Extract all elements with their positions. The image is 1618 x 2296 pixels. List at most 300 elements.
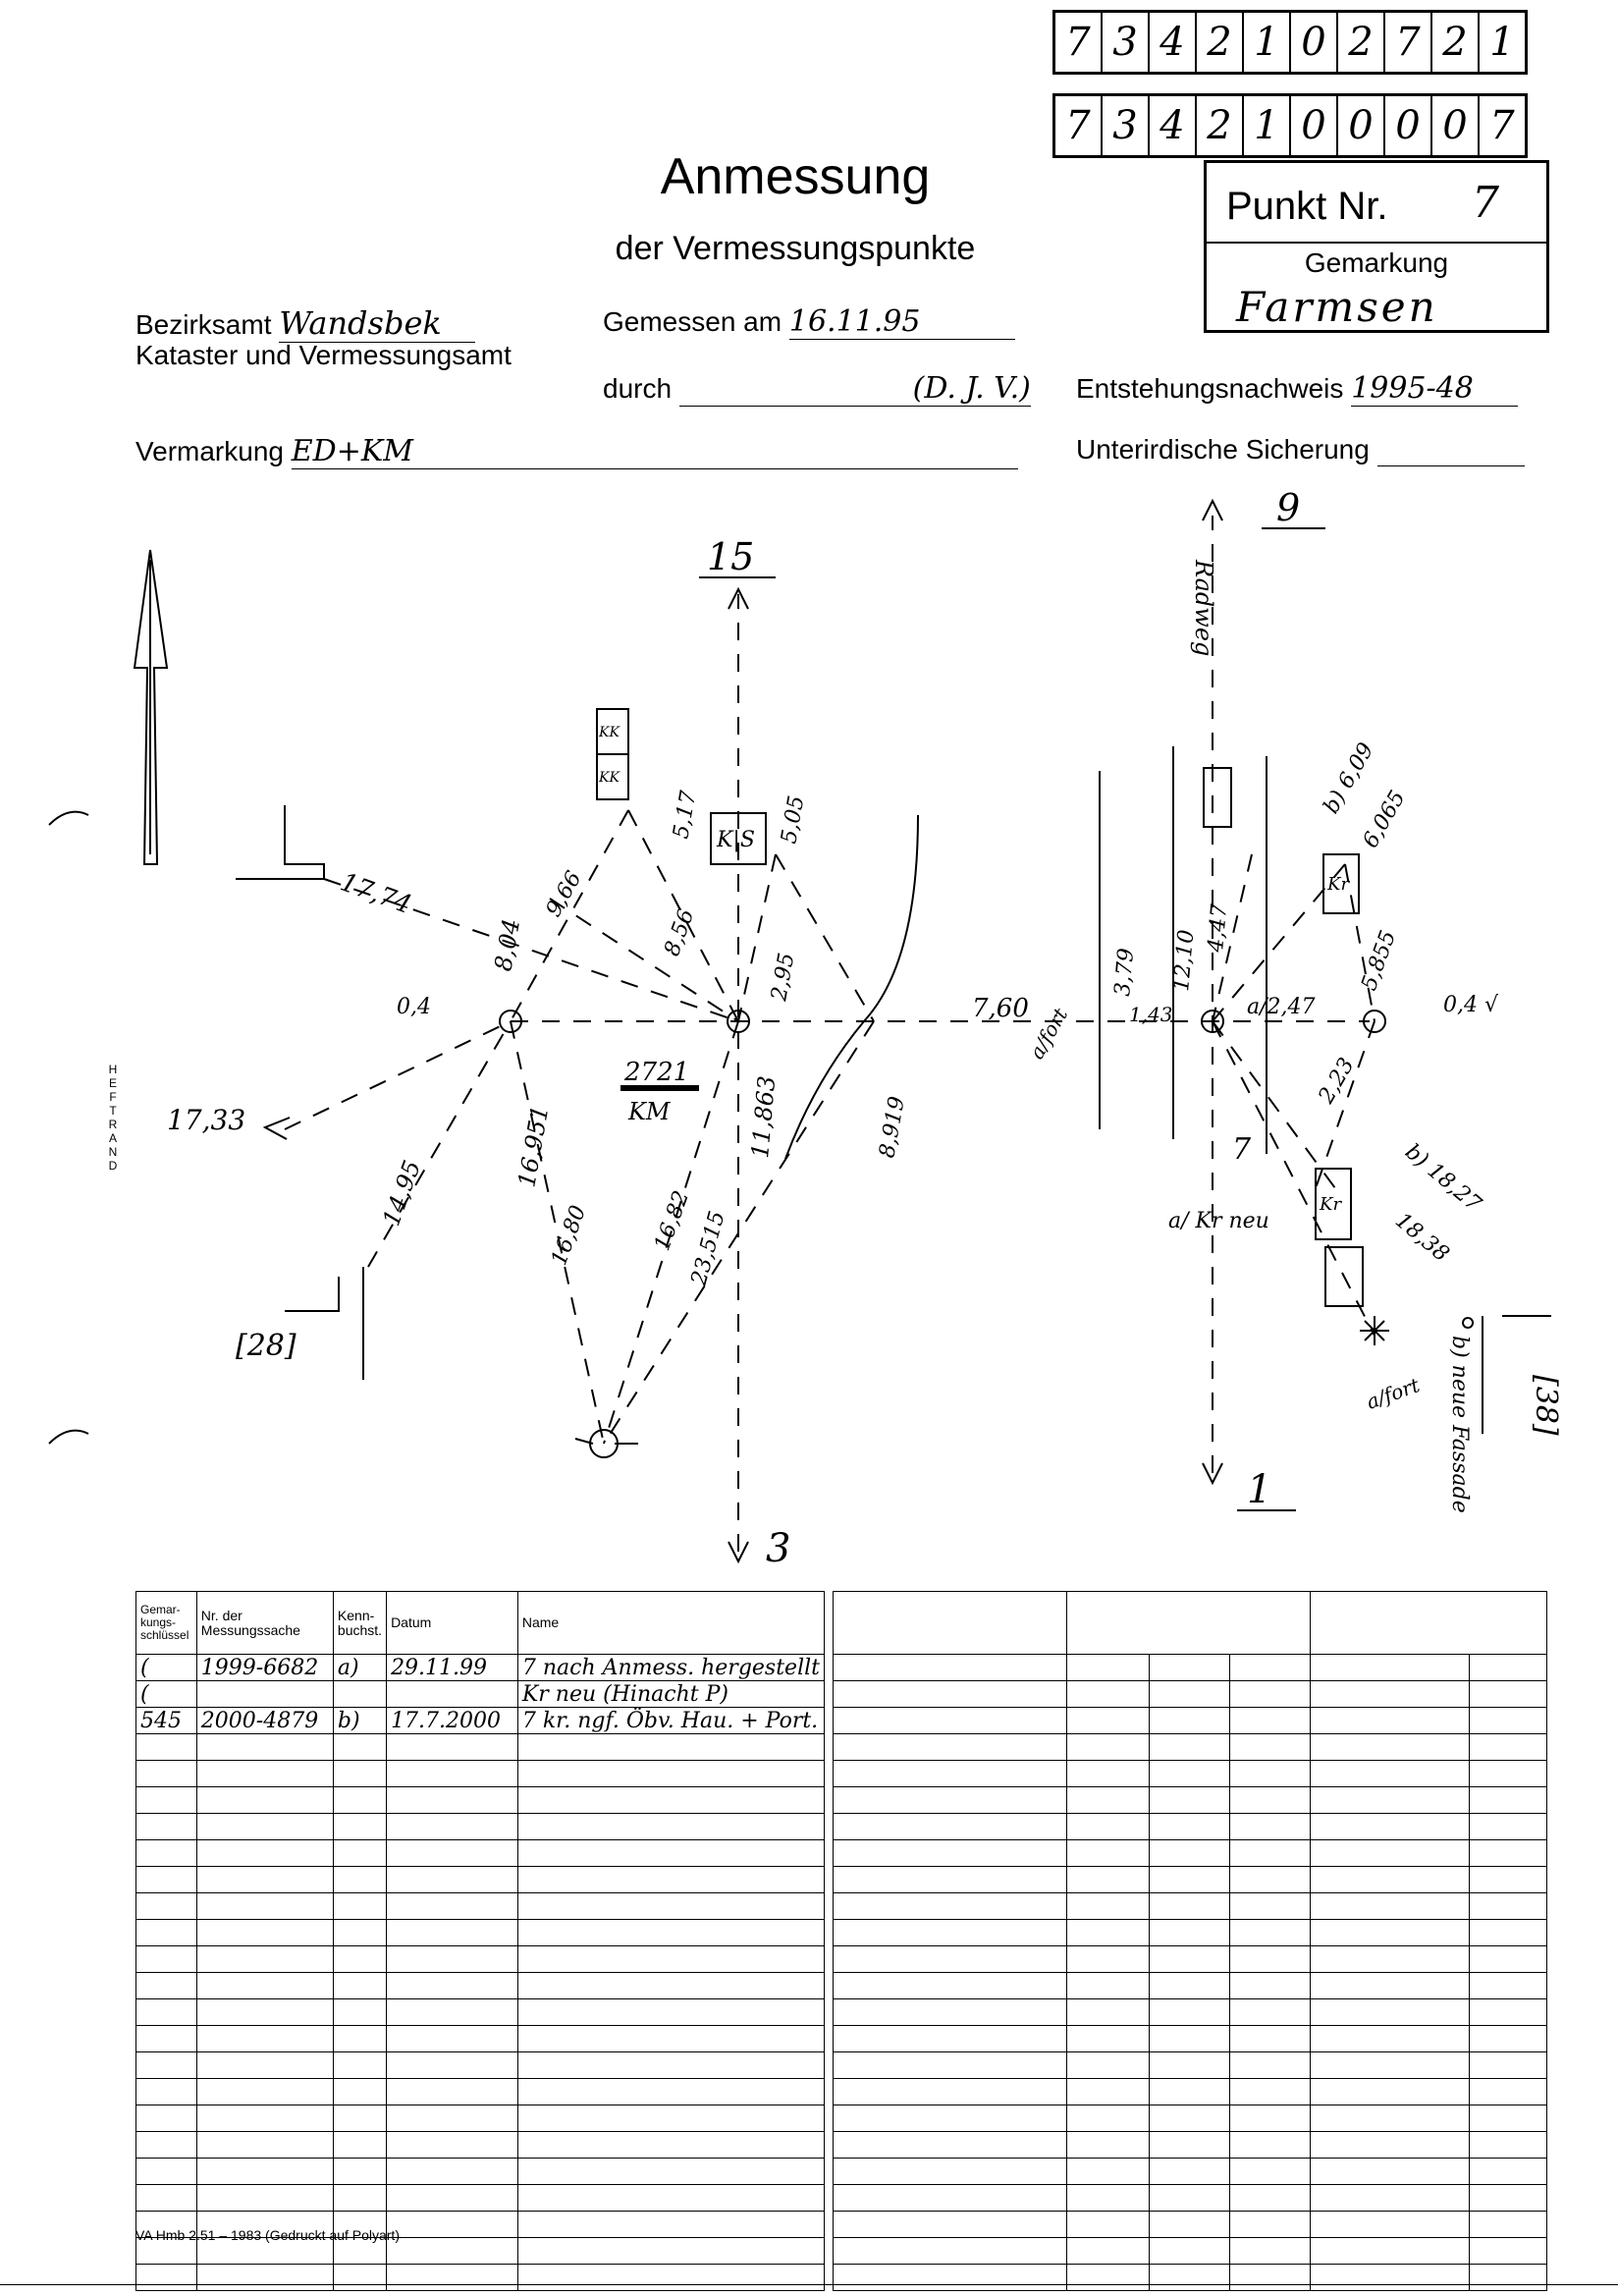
table-cell [1150,1920,1230,1946]
table-cell [196,1814,333,1840]
table-row [834,1708,1547,1734]
table-cell [834,2185,1067,2212]
label-223: 2,23 [1314,1054,1360,1108]
table-row [136,2052,825,2079]
label-247: a/2,47 [1247,995,1316,1019]
table-cell [1150,2265,1230,2291]
table-cell [1311,1920,1470,1946]
table-cell [1067,1655,1150,1681]
label-609: b) 6,09 [1319,738,1379,818]
point-marker-icon [1463,1318,1473,1328]
line-223 [1213,1021,1335,1188]
table-cell [1067,2159,1150,2185]
table-cell [1470,1893,1547,1920]
table-cell [517,1973,824,1999]
table-cell [1150,2132,1230,2159]
table-cell [387,2185,518,2212]
number-box-2-digit: 3 [1103,96,1150,155]
table-cell [387,1734,518,1761]
table-cell [1067,1814,1150,1840]
table-cell [1150,1999,1230,2026]
table-row [136,1655,825,1681]
number-box-2-digit: 0 [1432,96,1480,155]
table-cell [1311,1761,1470,1787]
punkt-value: 7 [1472,178,1499,228]
table-cell [834,2026,1067,2052]
table-cell [333,1787,386,1814]
table-cell [834,1814,1067,1840]
table-cell [387,2238,518,2265]
table-cell [387,2079,518,2105]
table-cell [333,2105,386,2132]
table-cell [834,2132,1067,2159]
table-cell [1311,2026,1470,2052]
label-afort-1: a/fort [1024,1004,1073,1064]
table-cell [1230,2026,1311,2052]
table-cell [387,2052,518,2079]
building-outline-bottom-left [285,1277,339,1311]
table-cell [1067,2238,1150,2265]
line-966 [550,899,738,1021]
table-cell [1150,1761,1230,1787]
table-cell: 7 kr. ngf. Öbv. Hau. + Port. [517,1708,824,1734]
table-row [834,1734,1547,1761]
table-cell: 29.11.99 [387,1655,518,1681]
table-cell [333,1973,386,1999]
line-804 [511,810,628,1021]
table-row [834,1761,1547,1787]
table-cell [1230,2159,1311,2185]
table-cell [517,1946,824,1973]
table-cell [387,2026,518,2052]
table-row [834,1920,1547,1946]
table-cell [834,1681,1067,1708]
table-cell [1150,1787,1230,1814]
table-cell [1311,2132,1470,2159]
table-row [834,2238,1547,2265]
table-cell [196,1840,333,1867]
table-row [136,2132,825,2159]
table-cell [136,2132,197,2159]
table-cell [517,1814,824,1840]
table-row [136,1708,825,1734]
table-cell [1150,1708,1230,1734]
table-cell [834,1708,1067,1734]
header-name: Name [517,1592,824,1655]
label-radweg: Radweg [1190,560,1217,657]
table-cell [834,1946,1067,1973]
table-cell [517,2185,824,2212]
table-cell [1311,1734,1470,1761]
kataster-label: Kataster und Vermessungsamt [135,340,512,370]
table-cell [1067,1893,1150,1920]
table-cell [1311,1787,1470,1814]
table-cell [1470,2105,1547,2132]
table-cell [196,1893,333,1920]
table-cell [136,2052,197,2079]
label-kk-2: KK [599,770,620,786]
table-cell [834,1787,1067,1814]
label-ks: K|S [717,828,755,852]
table-row [834,1893,1547,1920]
table-cell [1311,1946,1470,1973]
table-cell [1230,1999,1311,2026]
label-1680: 16,80 [547,1202,592,1270]
table-cell [1470,1761,1547,1787]
table-cell [1311,1840,1470,1867]
table-row [136,2159,825,2185]
table-cell [1230,2185,1311,2212]
register-table-right [833,1591,1547,2291]
table-cell [333,1999,386,2026]
table-cell: b) [333,1708,386,1734]
table-cell [1311,2238,1470,2265]
table-cell [196,1681,333,1708]
label-11863: 11,863 [746,1074,782,1160]
number-box-1-digit: 1 [1244,13,1291,72]
table-cell [1150,2079,1230,2105]
table-cell [517,2105,824,2132]
table-cell [333,1946,386,1973]
table-cell [1230,1814,1311,1840]
table-cell [1150,2159,1230,2185]
number-box-2-digit: 1 [1244,96,1291,155]
table-cell [387,1920,518,1946]
label-856: 8,56 [660,905,700,960]
table-cell [1230,1893,1311,1920]
label-966: 9,66 [541,867,587,921]
table-cell [136,1867,197,1893]
table-cell: Kr neu (Hinacht P) [517,1681,824,1708]
table-cell [1230,1681,1311,1708]
label-38: [38] [1529,1375,1563,1436]
table-row [834,1999,1547,2026]
gemarkung-label: Gemarkung [1304,247,1449,278]
table-cell [136,1734,197,1761]
table-cell [834,1840,1067,1867]
label-1827: b) 18,27 [1400,1139,1486,1218]
durch-label: durch [603,373,673,404]
table-cell [1311,2212,1470,2238]
north-arrow-icon [135,550,167,864]
table-cell [1470,1681,1547,1708]
table-cell [387,1999,518,2026]
table-cell: 2000-4879 [196,1708,333,1734]
table-cell [333,1893,386,1920]
label-km: KM [628,1098,671,1125]
table-cell [1067,2026,1150,2052]
table-cell [196,1946,333,1973]
label-16951: 16,951 [512,1103,555,1190]
table-cell [1311,2079,1470,2105]
table-cell [1470,1867,1547,1893]
table-cell [387,2212,518,2238]
table-cell [1230,1867,1311,1893]
number-box-2-digit: 7 [1055,96,1103,155]
table-cell [136,1787,197,1814]
building-outline-left [236,805,324,879]
table-cell: ( [136,1655,197,1681]
table-cell [1470,2265,1547,2291]
table-cell [1230,1655,1311,1681]
table-row [834,2185,1547,2212]
table-row [834,1867,1547,1893]
table-cell [387,1761,518,1787]
table-cell [1067,2132,1150,2159]
table-cell [136,2185,197,2212]
header-gemarkung: Gemar- kungs- schlüssel [136,1592,197,1655]
table-cell [834,2212,1067,2238]
label-kr-2: Kr [1320,1194,1342,1215]
table-cell [1470,2185,1547,2212]
table-cell [1230,1973,1311,1999]
table-cell [1311,1655,1470,1681]
star-marker-icon [1360,1316,1389,1345]
table-cell [136,2159,197,2185]
table-cell [333,1761,386,1787]
table-cell [333,1734,386,1761]
print-note: VA Hmb 2.51 – 1983 (Gedruckt auf Polyart) [135,2227,400,2243]
table-row [136,1787,825,1814]
table-cell [834,1734,1067,1761]
unterirdisch-label: Unterirdische Sicherung [1076,434,1370,465]
table-row [136,1999,825,2026]
table-cell [1311,2105,1470,2132]
table-cell [387,1681,518,1708]
table-cell [387,1814,518,1840]
table-cell [834,2238,1067,2265]
table-cell [1311,1973,1470,1999]
number-box-2-digit: 2 [1197,96,1244,155]
table-cell [333,2132,386,2159]
table-cell [517,1999,824,2026]
table-cell [387,2105,518,2132]
number-box-2-digit: 0 [1338,96,1385,155]
table-cell [333,2052,386,2079]
table-row [834,1840,1547,1867]
table-cell [1230,2212,1311,2238]
page-title: Anmessung [660,148,931,205]
table-cell [196,2159,333,2185]
page-subtitle: der Vermessungspunkte [615,230,976,267]
table-cell [1067,1708,1150,1734]
label-143: 1,43 [1129,1003,1173,1026]
punkt-label: Punkt Nr. [1226,185,1388,228]
table-cell [387,1867,518,1893]
label-1495: 14,95 [377,1156,427,1230]
number-box-1-digit: 7 [1385,13,1432,72]
label-804: 8,04 [489,916,526,974]
table-cell [1470,1734,1547,1761]
table-cell [1230,2079,1311,2105]
table-cell [1150,1946,1230,1973]
table-cell [1150,1867,1230,1893]
table-cell [517,2238,824,2265]
table-cell [1067,1840,1150,1867]
table-row [834,1787,1547,1814]
gemessen-label: Gemessen am [603,306,782,337]
table-row [834,2079,1547,2105]
table-row [136,2185,825,2212]
table-cell [1067,1946,1150,1973]
table-cell [387,1973,518,1999]
table-row [136,1761,825,1787]
vermarkung-value: ED+KM [292,434,1018,469]
table-cell [1067,1920,1150,1946]
label-295: 2,95 [767,951,800,1004]
table-cell [1230,1946,1311,1973]
number-box-1-digit: 2 [1197,13,1244,72]
bottom-rule [0,2284,1618,2285]
table-row [834,2132,1547,2159]
table-cell [834,1761,1067,1787]
number-box-2-digit: 0 [1385,96,1432,155]
table-cell [834,1655,1067,1681]
table-cell [387,2159,518,2185]
label-28: [28] [236,1329,297,1363]
table-cell [1150,1681,1230,1708]
number-box-1-digit: 2 [1432,13,1480,72]
table-cell [333,1867,386,1893]
header-messungssache: Nr. der Messungssache [196,1592,333,1655]
table-cell [1470,1655,1547,1681]
label-kr-neu: a/ Kr neu [1168,1209,1269,1233]
table-cell [1470,1787,1547,1814]
table-cell [1150,2052,1230,2079]
table-cell [834,2265,1067,2291]
label-517: 5,17 [669,789,702,842]
table-cell [834,2159,1067,2185]
table-cell [196,1734,333,1761]
table-cell [1470,2052,1547,2079]
table-cell [1311,2159,1470,2185]
table-cell [196,2105,333,2132]
table-cell [196,1973,333,1999]
table-cell [136,2026,197,2052]
label-neue-fassade: b) neue Fassade [1447,1336,1472,1513]
table-cell: ( [136,1681,197,1708]
entstehung-value: 1995-48 [1351,371,1518,407]
table-cell [1470,2132,1547,2159]
table-row [136,1814,825,1840]
label-7-new: 7 [1232,1132,1252,1167]
table-cell [136,1840,197,1867]
table-cell [1470,1814,1547,1840]
table-cell [1067,1787,1150,1814]
table-cell [136,1920,197,1946]
table-cell [1150,2212,1230,2238]
table-cell [196,1867,333,1893]
gemarkung-value: Farmsen [1236,283,1438,331]
table-row [136,1893,825,1920]
table-cell [196,2132,333,2159]
table-cell [834,1920,1067,1946]
number-box-1-digit: 1 [1489,20,1515,65]
table-cell [1311,1999,1470,2026]
table-row [834,1655,1547,1681]
table-cell [1470,2212,1547,2238]
table-row [136,1920,825,1946]
label-5855: 5,855 [1357,927,1402,995]
number-box-2-digit: 4 [1150,96,1197,155]
table-cell [1067,2265,1150,2291]
ks-box-right [1204,768,1231,827]
number-box-1-digit: 2 [1338,13,1385,72]
table-cell [387,1840,518,1867]
table-cell [834,1893,1067,1920]
table-cell [1067,1973,1150,1999]
table-cell [196,1920,333,1946]
table-row [834,2052,1547,2079]
table-cell [1230,2132,1311,2159]
table-row [136,2026,825,2052]
table-cell [1150,1814,1230,1840]
table-row [136,1840,825,1867]
table-cell [1230,1734,1311,1761]
label-1682: 16,82 [650,1187,695,1255]
table-cell [517,1920,824,1946]
table-cell [1150,1734,1230,1761]
table-cell [1470,2079,1547,2105]
table-cell [196,1761,333,1787]
label-kr-1: Kr [1327,874,1350,895]
table-cell [136,1946,197,1973]
table-cell [1150,2105,1230,2132]
table-row [834,2265,1547,2291]
table-cell [333,2079,386,2105]
table-row [136,1681,825,1708]
table-cell [834,2079,1067,2105]
label-1774: 17,74 [336,867,415,921]
bezirksamt-label: Bezirksamt [135,309,272,340]
table-cell [136,2079,197,2105]
table-row [834,2159,1547,2185]
label-1: 1 [1247,1467,1272,1512]
table-cell [333,2185,386,2212]
table-cell [1311,2052,1470,2079]
line-1827 [1316,1021,1375,1188]
table-cell [196,2026,333,2052]
label-9: 9 [1276,486,1301,529]
table-cell [517,2159,824,2185]
table-row [136,1946,825,1973]
table-row [834,2105,1547,2132]
table-cell: 7 nach Anmess. hergestellt [517,1655,824,1681]
table-cell [517,1734,824,1761]
label-1210: 12,10 [1169,928,1200,993]
table-cell [517,2132,824,2159]
table-cell [1470,1946,1547,1973]
label-505: 5,05 [777,793,810,847]
table-cell [1230,2105,1311,2132]
table-cell [196,2052,333,2079]
register-table-left [135,1591,825,2291]
label-6065: 6,065 [1358,786,1411,852]
table-cell [1067,2185,1150,2212]
table-cell: a) [333,1655,386,1681]
label-2721: 2721 [624,1058,690,1087]
table-cell [136,1761,197,1787]
table-cell [1150,1840,1230,1867]
table-row [834,2026,1547,2052]
table-cell: 1999-6682 [196,1655,333,1681]
label-2363: 23,515 [686,1208,730,1288]
table-cell [333,2159,386,2185]
table-cell [1150,2238,1230,2265]
table-cell [333,1920,386,1946]
table-row [834,1973,1547,1999]
table-cell [387,1946,518,1973]
